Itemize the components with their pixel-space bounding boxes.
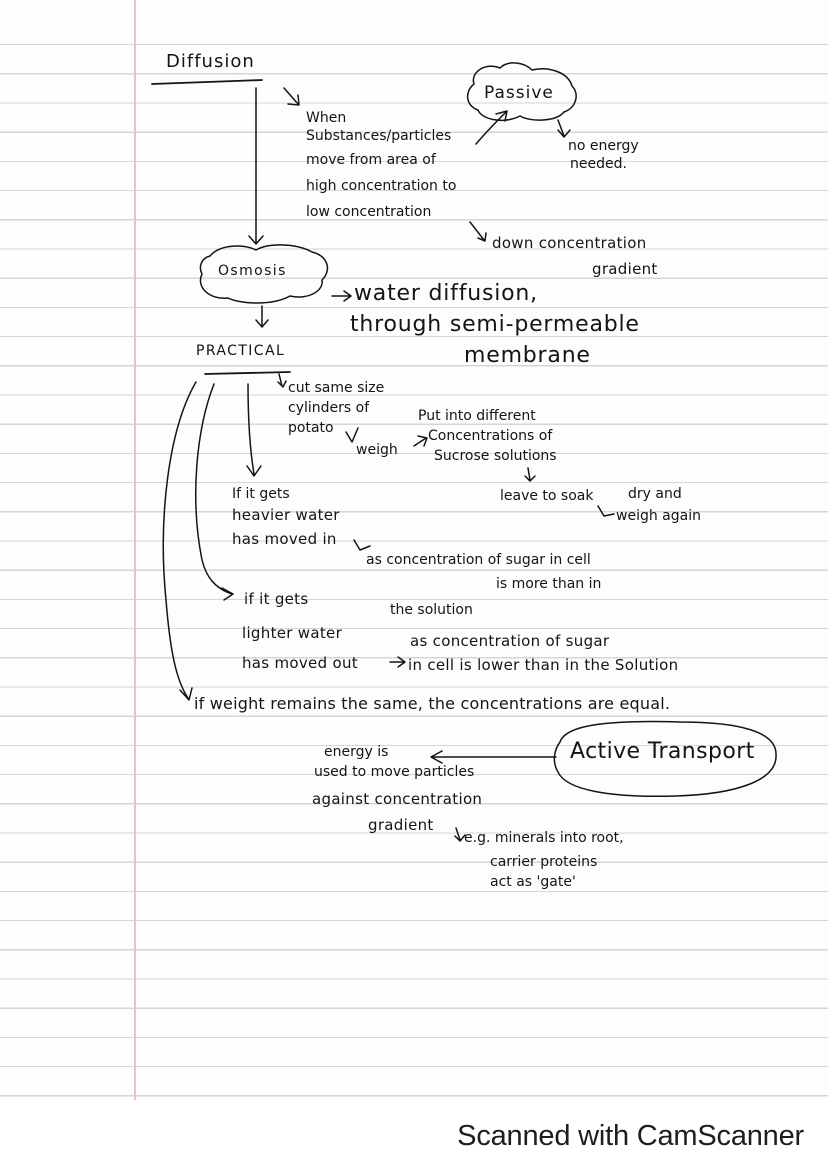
branch-heavier	[247, 384, 261, 476]
put-into-line: Sucrose solutions	[434, 448, 557, 464]
arrow-to-no-energy	[558, 120, 570, 137]
definition-line: high concentration to	[306, 178, 457, 194]
lighter-reason-line: as concentration of sugar	[410, 632, 610, 650]
definition-line: low concentration	[306, 204, 432, 220]
heavier-line: heavier water	[232, 506, 340, 524]
arrow-to-passive	[476, 111, 507, 144]
camscanner-watermark: Scanned with CamScanner	[457, 1120, 804, 1152]
cut-line: cut same size	[288, 380, 385, 396]
put-into-line: Concentrations of	[428, 428, 553, 444]
water-diffusion-line: membrane	[464, 343, 591, 368]
example-line: act as 'gate'	[490, 874, 576, 890]
lighter-line: if it gets	[244, 590, 309, 608]
water-diffusion-line: through semi-permeable	[350, 312, 640, 337]
cut-line: cylinders of	[288, 400, 370, 416]
put-into-line: Put into different	[418, 408, 536, 424]
lighter-line: lighter water	[242, 624, 343, 642]
dry-line: dry and	[628, 486, 682, 502]
lighter-line: has moved out	[242, 654, 358, 672]
definition-line: Substances/particles	[306, 128, 452, 144]
arrow-heavier-reason	[354, 540, 370, 550]
branch-lighter	[196, 384, 233, 600]
lighter-reason-line: in cell is lower than in the Solution	[408, 656, 679, 674]
dry-line: weigh again	[616, 508, 701, 524]
heavier-reason-line: is more than in	[496, 576, 602, 592]
weigh-label: weigh	[356, 442, 398, 458]
practical-underline	[205, 372, 290, 374]
arrow-to-weigh-again	[598, 506, 614, 516]
cut-line: potato	[288, 420, 334, 436]
active-transport-label: Active Transport	[570, 739, 755, 764]
practical-label: PRACTICAL	[196, 343, 286, 359]
heavier-reason-line: as concentration of sugar in cell	[366, 552, 591, 568]
no-energy-line: no energy	[568, 138, 639, 154]
arrow-diffusion-to-definition	[284, 88, 299, 105]
arrow-to-cut	[278, 374, 286, 387]
arrow-to-gradient	[470, 222, 486, 241]
title-underline	[152, 80, 262, 84]
arrow-lighter-reason	[390, 657, 405, 667]
heavier-line: If it gets	[232, 486, 290, 502]
energy-line: used to move particles	[314, 764, 475, 780]
heavier-reason-line: the solution	[390, 602, 473, 618]
energy-line: energy is	[324, 744, 389, 760]
example-line: carrier proteins	[490, 854, 598, 870]
water-diffusion-line: water diffusion,	[354, 281, 538, 306]
passive-label: Passive	[484, 83, 554, 103]
definition-line: move from area of	[306, 152, 436, 168]
branch-same-weight	[163, 382, 196, 700]
arrow-to-practical	[256, 306, 268, 327]
gradient-line: gradient	[592, 260, 658, 278]
arrow-diffusion-to-osmosis	[249, 88, 263, 244]
no-energy-line: needed.	[570, 156, 627, 172]
definition-line: When	[306, 110, 347, 126]
energy-line: against concentration	[312, 790, 483, 808]
energy-line: gradient	[368, 816, 434, 834]
example-line: e.g. minerals into root,	[464, 830, 624, 846]
osmosis-label: Osmosis	[218, 263, 287, 279]
arrow-to-energy	[431, 751, 556, 763]
title-diffusion: Diffusion	[166, 51, 255, 72]
same-weight-note: if weight remains the same, the concentrations are equal.	[194, 694, 671, 713]
heavier-line: has moved in	[232, 530, 337, 548]
arrow-to-soak	[525, 468, 535, 481]
leave-to-soak: leave to soak	[500, 488, 594, 504]
arrow-to-water-diffusion	[332, 291, 351, 301]
arrow-to-put-into	[414, 436, 427, 446]
tick-potato-weigh	[346, 428, 358, 442]
gradient-line: down concentration	[492, 234, 647, 252]
